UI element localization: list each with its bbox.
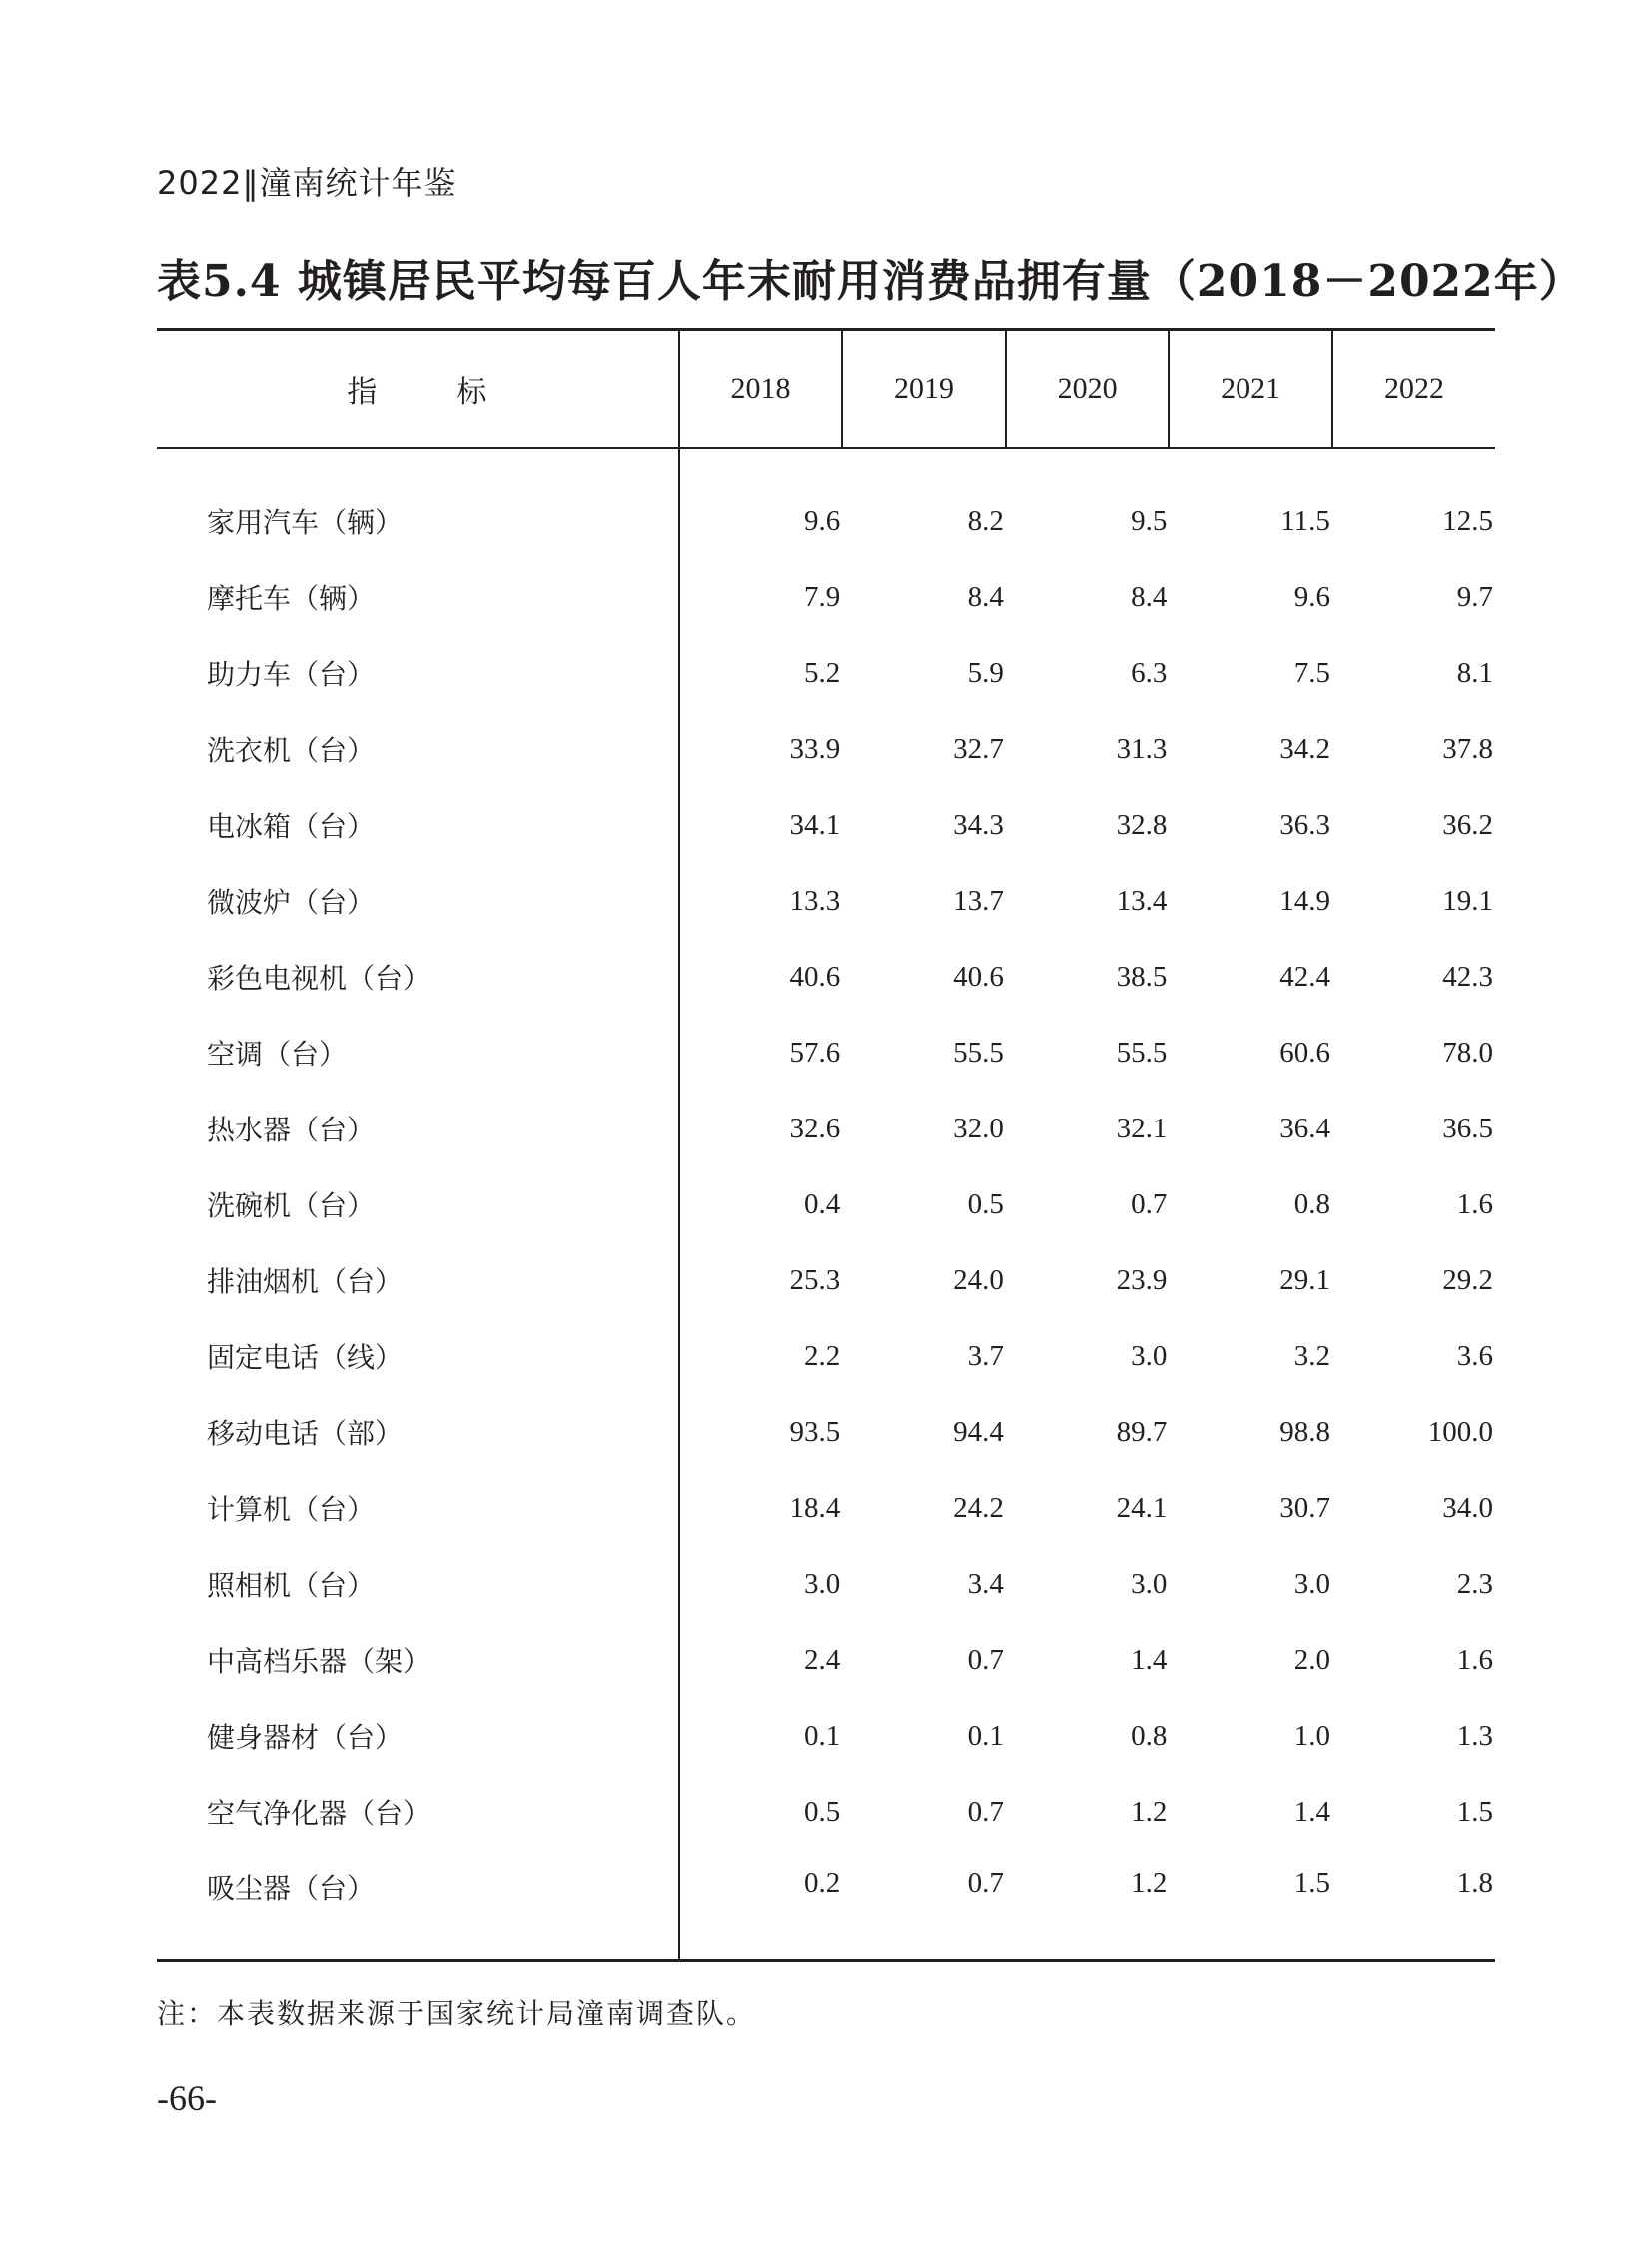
cell-2022: 1.6: [1456, 1643, 1493, 1676]
cell-2021: 60.6: [1279, 1036, 1330, 1069]
table-row: [157, 1015, 1495, 1091]
cell-2019: 3.4: [967, 1567, 1004, 1600]
cell-2019: 94.4: [953, 1415, 1004, 1448]
cell-2022: 3.6: [1456, 1339, 1493, 1372]
cell-2021: 36.3: [1279, 808, 1330, 841]
cell-2020: 23.9: [1116, 1263, 1168, 1296]
cell-2021: 1.0: [1293, 1719, 1330, 1752]
table-row: [157, 787, 1495, 863]
cell-2022: 78.0: [1442, 1036, 1493, 1069]
cell-2020: 1.2: [1131, 1795, 1168, 1828]
table-row: [157, 1318, 1495, 1394]
cell-2018: 57.6: [789, 1036, 841, 1069]
table-row: [157, 1470, 1495, 1546]
cell-2019: 40.6: [953, 960, 1004, 993]
cell-2021: 30.7: [1279, 1491, 1330, 1524]
row-indicator: 固定电话（线）: [157, 1318, 679, 1394]
cell-2020: 6.3: [1131, 656, 1168, 689]
row-indicator: 彩色电视机（台）: [157, 939, 679, 1015]
cell-2018: 7.9: [804, 580, 841, 613]
cell-2022: 1.6: [1456, 1187, 1493, 1220]
cell-2022: 100.0: [1427, 1415, 1493, 1448]
row-indicator: 排油烟机（台）: [157, 1242, 679, 1318]
row-indicator: 中高档乐器（架）: [157, 1622, 679, 1698]
cell-2020: 32.1: [1116, 1112, 1168, 1144]
cell-2018: 33.9: [789, 732, 841, 765]
table-row: [157, 1091, 1495, 1166]
table-body: [157, 448, 1495, 1961]
table-row: [157, 559, 1495, 635]
row-indicator: 摩托车（辆）: [157, 559, 679, 635]
cell-2020: 8.4: [1131, 580, 1168, 613]
cell-2021: 14.9: [1279, 884, 1330, 917]
cell-2022: 19.1: [1442, 884, 1493, 917]
cell-2022: 37.8: [1442, 732, 1493, 765]
cell-2019: 24.2: [953, 1491, 1004, 1524]
cell-2020: 1.4: [1131, 1643, 1168, 1676]
table-row: [157, 1166, 1495, 1242]
cell-2019: 0.7: [842, 1850, 1006, 1961]
row-indicator: 洗碗机（台）: [157, 1166, 679, 1242]
data-table: [157, 328, 1495, 1962]
row-indicator: 洗衣机（台）: [157, 711, 679, 787]
row-indicator: 助力车（台）: [157, 635, 679, 711]
cell-2021: 42.4: [1279, 960, 1330, 993]
cell-2022: 9.7: [1456, 580, 1493, 613]
row-indicator: 照相机（台）: [157, 1546, 679, 1622]
table-row: [157, 1850, 1495, 1961]
cell-2020: 0.8: [1131, 1719, 1168, 1752]
cell-2020: 38.5: [1116, 960, 1168, 993]
cell-2020: 31.3: [1116, 732, 1168, 765]
running-head: 2022‖潼南统计年鉴: [157, 164, 457, 202]
cell-2020: 89.7: [1116, 1415, 1168, 1448]
cell-2022: 34.0: [1442, 1491, 1493, 1524]
cell-2018: 34.1: [789, 808, 841, 841]
cell-2022: 12.5: [1442, 504, 1493, 537]
header-year-2020: 2020: [1006, 330, 1170, 449]
cell-2019: 3.7: [967, 1339, 1004, 1372]
page-number: -66-: [157, 2078, 217, 2118]
cell-2018: 25.3: [789, 1263, 841, 1296]
table-row: [157, 939, 1495, 1015]
row-indicator: 吸尘器（台）: [157, 1850, 679, 1961]
row-indicator: 空调（台）: [157, 1015, 679, 1091]
cell-2022: 1.5: [1456, 1795, 1493, 1828]
cell-2021: 9.6: [1293, 580, 1330, 613]
row-indicator: 健身器材（台）: [157, 1698, 679, 1774]
cell-2020: 1.2: [1006, 1850, 1170, 1961]
header-year-2022: 2022: [1332, 330, 1495, 449]
cell-2021: 1.4: [1293, 1795, 1330, 1828]
cell-2020: 0.7: [1131, 1187, 1168, 1220]
cell-2022: 42.3: [1442, 960, 1493, 993]
cell-2021: 0.8: [1293, 1187, 1330, 1220]
cell-2018: 32.6: [789, 1112, 841, 1144]
cell-2022: 29.2: [1442, 1263, 1493, 1296]
cell-2020: 3.0: [1131, 1567, 1168, 1600]
cell-2018: 0.4: [804, 1187, 841, 1220]
spacer-row: [157, 448, 1495, 483]
row-indicator: 空气净化器（台）: [157, 1774, 679, 1850]
cell-2018: 13.3: [789, 884, 841, 917]
table-row: [157, 863, 1495, 939]
row-indicator: 热水器（台）: [157, 1091, 679, 1166]
cell-2021: 11.5: [1280, 504, 1330, 537]
row-indicator: 电冰箱（台）: [157, 787, 679, 863]
cell-2021: 36.4: [1279, 1112, 1330, 1144]
cell-2018: 0.2: [679, 1850, 843, 1961]
cell-2018: 18.4: [789, 1491, 841, 1524]
cell-2020: 13.4: [1116, 884, 1168, 917]
table-row: [157, 1622, 1495, 1698]
cell-2021: 1.5: [1169, 1850, 1332, 1961]
cell-2019: 0.7: [967, 1643, 1004, 1676]
cell-2019: 32.0: [953, 1112, 1004, 1144]
header-indicator: 指标: [157, 330, 679, 449]
table-row: [157, 1394, 1495, 1470]
cell-2018: 93.5: [789, 1415, 841, 1448]
table-row: [157, 711, 1495, 787]
cell-2021: 3.0: [1293, 1567, 1330, 1600]
cell-2021: 29.1: [1279, 1263, 1330, 1296]
table-title: 表5.4 城镇居民平均每百人年末耐用消费品拥有量（2018－2022年）: [157, 256, 1584, 307]
cell-2019: 8.2: [967, 504, 1004, 537]
cell-2020: 32.8: [1116, 808, 1168, 841]
cell-2019: 55.5: [953, 1036, 1004, 1069]
cell-2020: 55.5: [1116, 1036, 1168, 1069]
cell-2022: 8.1: [1456, 656, 1493, 689]
cell-2021: 98.8: [1279, 1415, 1330, 1448]
header-year-2021: 2021: [1169, 330, 1332, 449]
source-note: 注：本表数据来源于国家统计局潼南调查队。: [157, 1997, 757, 2030]
cell-2018: 3.0: [804, 1567, 841, 1600]
cell-2019: 8.4: [967, 580, 1004, 613]
cell-2018: 0.1: [804, 1719, 841, 1752]
cell-2018: 2.2: [804, 1339, 841, 1372]
cell-2022: 36.5: [1442, 1112, 1493, 1144]
table-row: [157, 1242, 1495, 1318]
cell-2018: 5.2: [804, 656, 841, 689]
header-year-2018: 2018: [679, 330, 843, 449]
cell-2019: 24.0: [953, 1263, 1004, 1296]
cell-2020: 24.1: [1116, 1491, 1168, 1524]
table-row: [157, 1546, 1495, 1622]
table-row: [157, 1698, 1495, 1774]
cell-2019: 5.9: [967, 656, 1004, 689]
row-indicator: 微波炉（台）: [157, 863, 679, 939]
cell-2020: 9.5: [1131, 504, 1168, 537]
cell-2022: 36.2: [1442, 808, 1493, 841]
table-row: [157, 635, 1495, 711]
row-indicator: 移动电话（部）: [157, 1394, 679, 1470]
cell-2020: 3.0: [1131, 1339, 1168, 1372]
cell-2022: 2.3: [1456, 1567, 1493, 1600]
cell-2022: 1.8: [1332, 1850, 1495, 1961]
cell-2021: 7.5: [1293, 656, 1330, 689]
cell-2018: 40.6: [789, 960, 841, 993]
cell-2021: 34.2: [1279, 732, 1330, 765]
header-row: [157, 330, 1495, 449]
cell-2019: 13.7: [953, 884, 1004, 917]
row-indicator: 计算机（台）: [157, 1470, 679, 1546]
cell-2022: 1.3: [1456, 1719, 1493, 1752]
table-row: [157, 1774, 1495, 1850]
cell-2018: 9.6: [804, 504, 841, 537]
cell-2019: 0.5: [967, 1187, 1004, 1220]
cell-2018: 2.4: [804, 1643, 841, 1676]
cell-2019: 34.3: [953, 808, 1004, 841]
cell-2019: 0.1: [967, 1719, 1004, 1752]
cell-2021: 2.0: [1293, 1643, 1330, 1676]
table-row: [157, 483, 1495, 559]
cell-2019: 32.7: [953, 732, 1004, 765]
row-indicator: 家用汽车（辆）: [157, 483, 679, 559]
cell-2019: 0.7: [967, 1795, 1004, 1828]
cell-2021: 3.2: [1293, 1339, 1330, 1372]
cell-2018: 0.5: [804, 1795, 841, 1828]
header-year-2019: 2019: [842, 330, 1006, 449]
